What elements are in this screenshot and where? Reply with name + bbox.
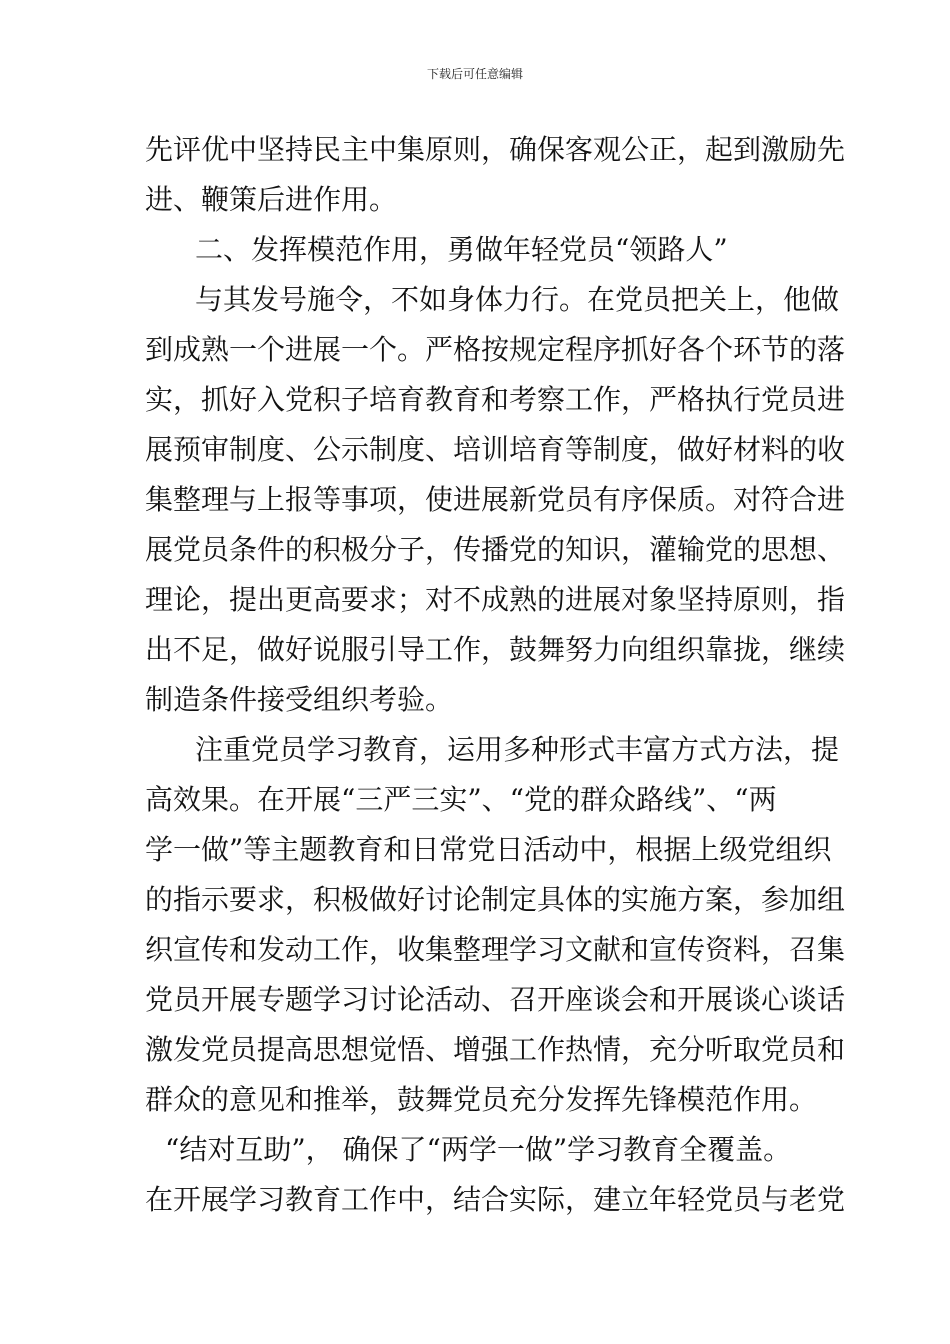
body-line: 高效果。在开展“三严三实”、“党的群众路线”、“两 <box>145 783 777 816</box>
body-line: 集整理与上报等事项，使进展新党员有序保质。对符合进 <box>145 483 846 516</box>
body-line: 先评优中坚持民主中集原则，确保客观公正，起到激励先 <box>145 133 846 166</box>
body-line: 的指示要求，积极做好讨论制定具体的实施方案，参加组 <box>145 883 846 916</box>
header-note: 下载后可任意编辑 <box>426 67 523 81</box>
body-line: 展党员条件的积极分子，传播党的知识，灌输党的思想、 <box>145 533 846 566</box>
body-line: 激发党员提高思想觉悟、增强工作热情，充分听取党员和 <box>145 1033 846 1066</box>
body-line: 实，抓好入党积子培育教育和考察工作，严格执行党员进 <box>145 383 846 416</box>
body-line: 出不足，做好说服引导工作，鼓舞努力向组织靠拢，继续 <box>145 633 846 666</box>
body-line: 学一做”等主题教育和日常党日活动中，根据上级党组织 <box>145 833 832 866</box>
body-line: 与其发号施令，不如身体力行。在党员把关上，他做 <box>195 283 840 316</box>
body-line: 进、鞭策后进作用。 <box>145 183 398 216</box>
body-line: 制造条件接受组织考验。 <box>145 683 454 716</box>
body-line: 群众的意见和推举，鼓舞党员充分发挥先锋模范作用。 <box>145 1083 818 1116</box>
body-line: 注重党员学习教育，运用多种形式丰富方式方法，提 <box>195 733 840 766</box>
body-line: 展预审制度、公示制度、培训培育等制度，做好材料的收 <box>145 433 846 466</box>
body-line: 到成熟一个进展一个。严格按规定程序抓好各个环节的落 <box>145 333 846 366</box>
body-line: 织宣传和发动工作，收集整理学习文献和宣传资料，召集 <box>145 933 846 966</box>
section-heading: 二、发挥模范作用，勇做年轻党员“领路人” <box>195 233 728 266</box>
body-line: 理论，提出更高要求；对不成熟的进展对象坚持原则，指 <box>145 583 846 616</box>
body-line: 在开展学习教育工作中，结合实际，建立年轻党员与老党 <box>145 1183 846 1216</box>
body-line: 党员开展专题学习讨论活动、召开座谈会和开展谈心谈话 <box>145 983 846 1016</box>
body-line: “结对互助”， 确保了“两学一做”学习教育全覆盖。 <box>165 1133 792 1166</box>
